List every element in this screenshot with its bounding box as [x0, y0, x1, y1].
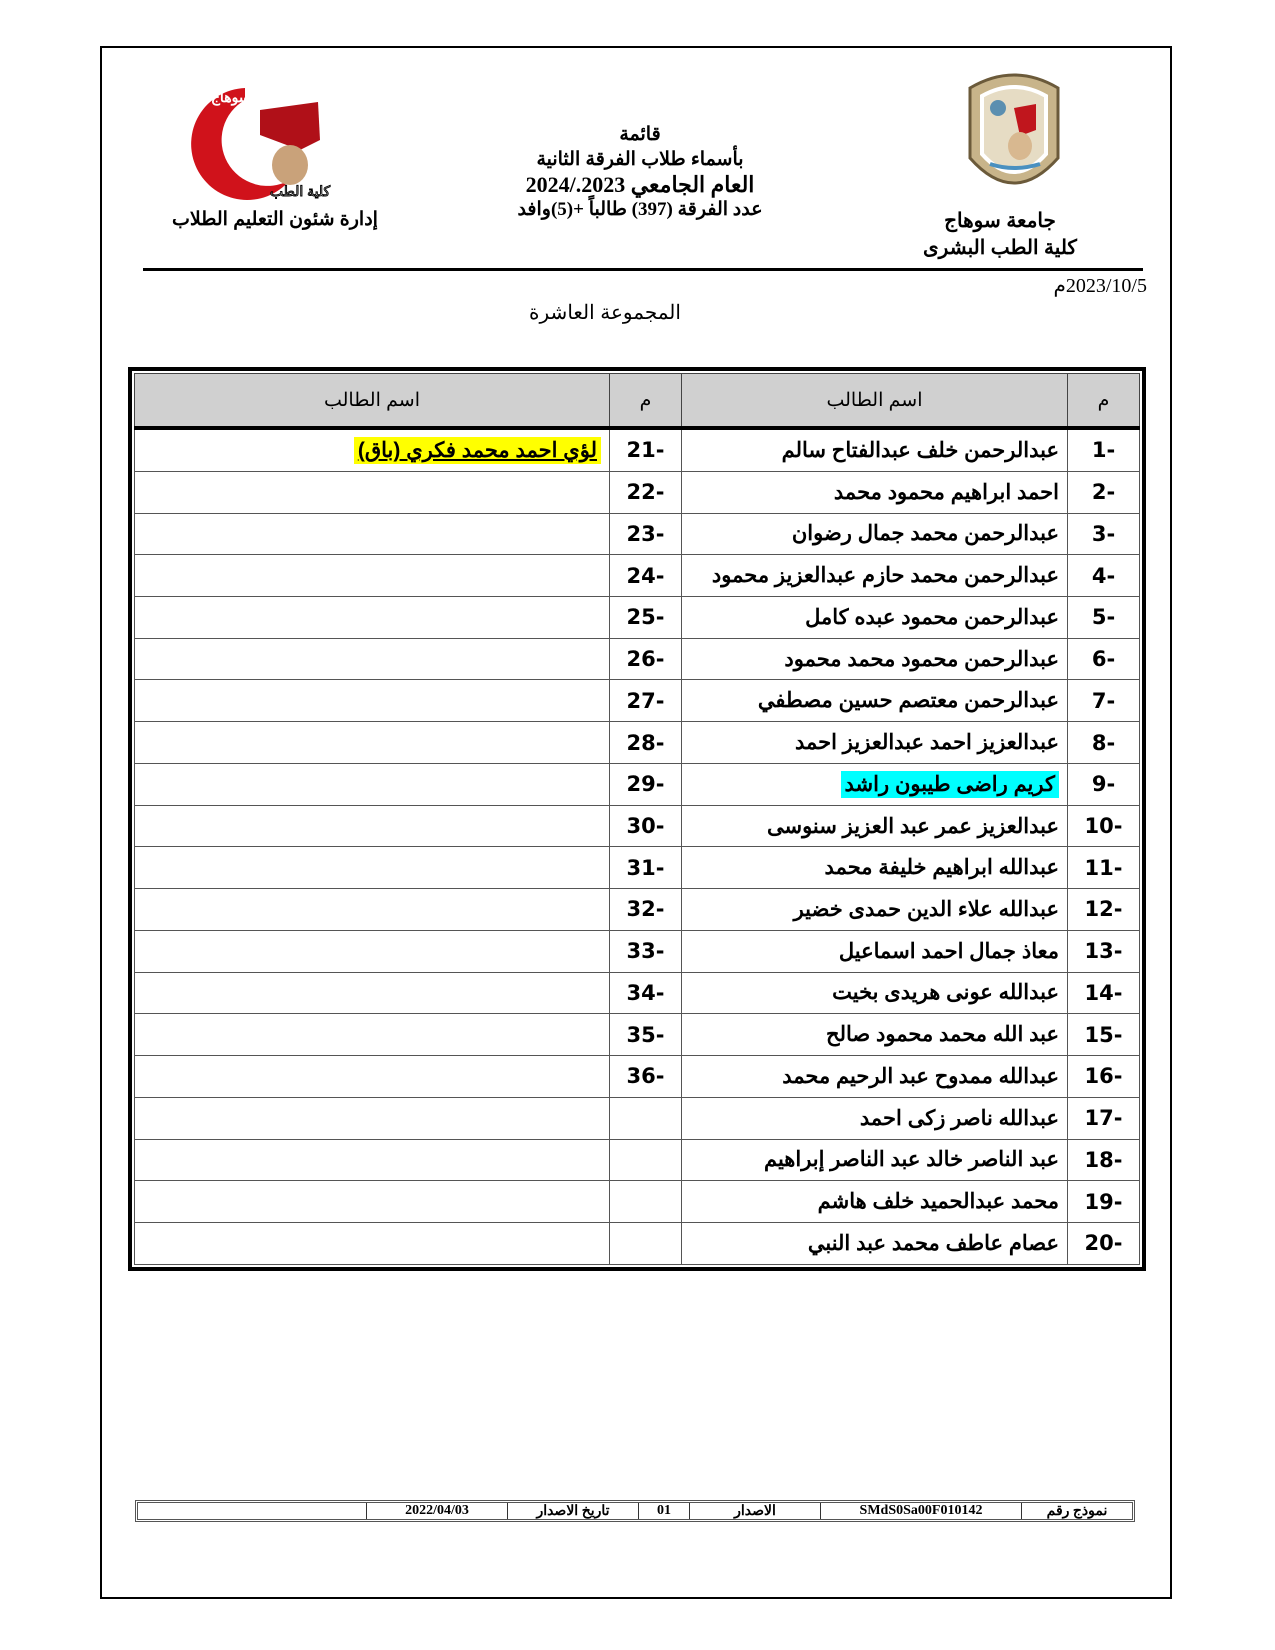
- student-name-right: عبدالله علاء الدين حمدى خضير: [793, 897, 1059, 921]
- table-row: [135, 1014, 1140, 1056]
- row-number-right: -14: [1084, 980, 1123, 1005]
- row-number-right: -18: [1084, 1147, 1123, 1172]
- row-number-left-cell: [610, 1181, 682, 1223]
- table-row: [135, 1056, 1140, 1098]
- student-name-right: عبدالله ابراهيم خليفة محمد: [824, 856, 1059, 880]
- row-number-right-cell: [1068, 847, 1140, 889]
- table-row: [135, 1222, 1140, 1264]
- row-number-left: -34: [626, 980, 665, 1005]
- row-number-right: -17: [1084, 1106, 1123, 1131]
- student-name-left-cell: [135, 428, 610, 471]
- student-name-right: كريم راضى طيبون راشد: [841, 771, 1059, 798]
- student-name-left-cell: [135, 1056, 610, 1098]
- student-name-left-cell: [135, 847, 610, 889]
- row-number-right-cell: [1068, 471, 1140, 513]
- row-number-left: -24: [626, 563, 665, 588]
- logo-text-bottom: كلية الطب: [269, 183, 331, 199]
- student-name-left-cell: [135, 555, 610, 597]
- student-name-right-cell: [682, 1056, 1068, 1098]
- student-name-left-cell: [135, 805, 610, 847]
- student-name-right-cell: [682, 471, 1068, 513]
- table-row: [135, 847, 1140, 889]
- student-name-left: لؤي احمد محمد فكري (باق): [354, 437, 601, 464]
- row-number-right-cell: [1068, 930, 1140, 972]
- row-number-right: -10: [1084, 814, 1123, 838]
- student-name-left-cell: [135, 680, 610, 722]
- issue-date-label: تاريخ الاصدار: [507, 1503, 638, 1519]
- row-number-right-cell: [1068, 680, 1140, 722]
- row-number-right: -9: [1091, 772, 1116, 797]
- edition-label: الاصدار: [689, 1503, 820, 1519]
- student-name-right-cell: [682, 805, 1068, 847]
- student-name-right-cell: [682, 763, 1068, 805]
- row-number-left-cell: [610, 1222, 682, 1264]
- row-number-right: -7: [1091, 688, 1116, 713]
- row-number-right-cell: [1068, 428, 1140, 471]
- footer-blank: [138, 1503, 366, 1519]
- row-number-left: -22: [626, 480, 665, 505]
- header-divider: [143, 268, 1143, 271]
- student-name-left-cell: [135, 1097, 610, 1139]
- edition-value: 01: [638, 1503, 689, 1519]
- row-number-right-cell: [1068, 1097, 1140, 1139]
- row-number-left-cell: [610, 638, 682, 680]
- row-number-left: -35: [626, 1022, 665, 1047]
- row-number-left: -26: [626, 647, 665, 672]
- student-name-right: عبدالرحمن محمود عبده كامل: [805, 605, 1059, 629]
- issue-date-value: 2022/04/03: [366, 1503, 507, 1519]
- row-number-right: -2: [1091, 480, 1116, 505]
- roster-table: [134, 373, 1140, 1265]
- row-number-left-cell: [610, 972, 682, 1014]
- row-number-left-cell: [610, 763, 682, 805]
- row-number-left-cell: [610, 847, 682, 889]
- row-number-left-cell: [610, 722, 682, 764]
- row-number-left-cell: [610, 1097, 682, 1139]
- row-number-left: -30: [626, 814, 665, 838]
- student-name-right-cell: [682, 513, 1068, 555]
- student-name-right: معاذ جمال احمد اسماعيل: [838, 939, 1059, 963]
- row-number-right: -13: [1084, 939, 1123, 964]
- row-number-left-cell: [610, 930, 682, 972]
- student-name-right: احمد ابراهيم محمود محمد: [833, 480, 1059, 504]
- student-name-right-cell: [682, 1139, 1068, 1181]
- logo-text-top: جامعة سوهاج: [210, 89, 290, 105]
- table-row: [135, 638, 1140, 680]
- student-name-right: عبدالرحمن محمود محمد محمود: [784, 647, 1059, 671]
- row-number-right-cell: [1068, 638, 1140, 680]
- student-name-right-cell: [682, 1097, 1068, 1139]
- student-name-right-cell: [682, 1181, 1068, 1223]
- roster-table-wrapper: [128, 367, 1146, 1271]
- row-number-right: -8: [1091, 730, 1116, 755]
- student-name-left-cell: [135, 889, 610, 931]
- row-number-right-cell: [1068, 805, 1140, 847]
- university-crest: [960, 68, 1068, 200]
- table-row: [135, 1181, 1140, 1223]
- row-number-left-cell: [610, 1139, 682, 1181]
- table-row: [135, 722, 1140, 764]
- table-row: [135, 428, 1140, 471]
- student-name-right: عبدالرحمن خلف عبدالفتاح سالم: [781, 438, 1059, 462]
- faculty-name: كلية الطب البشرى: [923, 237, 1077, 259]
- row-number-right-cell: [1068, 555, 1140, 597]
- row-number-left: -29: [626, 772, 665, 797]
- heading-title: قائمة: [619, 124, 661, 145]
- form-footer: [135, 1500, 1135, 1522]
- student-name-right-cell: [682, 1222, 1068, 1264]
- student-name-left-cell: [135, 471, 610, 513]
- row-number-right: -5: [1091, 605, 1116, 630]
- table-row: [135, 555, 1140, 597]
- row-number-left-cell: [610, 889, 682, 931]
- row-number-right: -19: [1084, 1189, 1123, 1214]
- row-number-right: -15: [1084, 1022, 1123, 1047]
- row-number-left: -32: [626, 897, 665, 922]
- student-name-left-cell: [135, 1014, 610, 1056]
- col-header-name-right: اسم الطالب: [682, 374, 1068, 429]
- document-date: 2023/10/5م: [1053, 275, 1147, 297]
- student-name-right-cell: [682, 428, 1068, 471]
- admin-label: إدارة شئون التعليم الطلاب: [172, 209, 378, 230]
- table-row: [135, 596, 1140, 638]
- student-name-right: عبدالله ناصر زكى احمد: [859, 1106, 1059, 1130]
- crest-face: [1008, 132, 1032, 160]
- table-row: [135, 805, 1140, 847]
- row-number-right-cell: [1068, 1222, 1140, 1264]
- student-name-right-cell: [682, 722, 1068, 764]
- row-number-left: -23: [626, 521, 665, 546]
- student-name-right-cell: [682, 889, 1068, 931]
- row-number-right: -4: [1091, 563, 1116, 588]
- student-name-right: عبدالعزيز احمد عبدالعزيز احمد: [794, 731, 1059, 755]
- student-name-right: عبدالله عونى هريدى بخيت: [832, 981, 1059, 1005]
- table-row: [135, 1139, 1140, 1181]
- table-row: [135, 471, 1140, 513]
- student-name-right-cell: [682, 680, 1068, 722]
- row-number-right-cell: [1068, 722, 1140, 764]
- table-row: [135, 680, 1140, 722]
- group-title: المجموعة العاشرة: [529, 302, 681, 324]
- row-number-left-cell: [610, 596, 682, 638]
- row-number-right: -12: [1084, 897, 1123, 922]
- student-name-left-cell: [135, 596, 610, 638]
- table-row: [135, 972, 1140, 1014]
- row-number-left: -36: [626, 1064, 665, 1089]
- row-number-right-cell: [1068, 1056, 1140, 1098]
- row-number-right: -11: [1084, 855, 1123, 880]
- student-name-left-cell: [135, 638, 610, 680]
- row-number-left-cell: [610, 428, 682, 471]
- student-name-left-cell: [135, 972, 610, 1014]
- student-name-right-cell: [682, 847, 1068, 889]
- university-block: [915, 208, 1085, 262]
- row-number-right: -20: [1084, 1231, 1123, 1256]
- row-number-left-cell: [610, 1056, 682, 1098]
- student-name-right-cell: [682, 1014, 1068, 1056]
- academic-year: العام الجامعي 2023./2024: [525, 172, 755, 197]
- university-name: جامعة سوهاج: [944, 210, 1056, 232]
- crest-inner: [982, 87, 1046, 172]
- row-number-right: -6: [1091, 647, 1116, 672]
- student-name-right-cell: [682, 972, 1068, 1014]
- class-count: عدد الفرقة (397) طالباً +(5)وافد: [517, 199, 763, 220]
- row-number-left-cell: [610, 1014, 682, 1056]
- table-row: [135, 889, 1140, 931]
- crown-shape: [260, 102, 320, 150]
- col-header-name-left: اسم الطالب: [135, 374, 610, 429]
- row-number-right-cell: [1068, 1014, 1140, 1056]
- row-number-right-cell: [1068, 972, 1140, 1014]
- row-number-right-cell: [1068, 1181, 1140, 1223]
- student-name-right-cell: [682, 596, 1068, 638]
- heading-subtitle: بأسماء طلاب الفرقة الثانية: [536, 149, 744, 170]
- row-number-left: -21: [626, 438, 665, 463]
- pharaoh-face: [272, 145, 308, 185]
- student-name-right: عبدالرحمن محمد حازم عبدالعزيز محمود: [711, 564, 1059, 588]
- row-number-right-cell: [1068, 513, 1140, 555]
- student-name-right: عصام عاطف محمد عبد النبي: [807, 1231, 1059, 1255]
- form-number: SMdS0Sa00F010142: [820, 1503, 1021, 1519]
- row-number-left: -31: [626, 855, 665, 880]
- student-name-right: عبد الله محمد محمود صالح: [826, 1023, 1059, 1047]
- student-name-left-cell: [135, 1139, 610, 1181]
- row-number-right-cell: [1068, 763, 1140, 805]
- student-name-right: عبد الناصر خالد عبد الناصر إبراهيم: [763, 1148, 1059, 1172]
- table-row: [135, 1097, 1140, 1139]
- row-number-left: -27: [626, 688, 665, 713]
- student-name-right: عبدالرحمن محمد جمال رضوان: [791, 522, 1059, 546]
- row-number-right: -1: [1091, 438, 1116, 463]
- row-number-left-cell: [610, 805, 682, 847]
- row-number-right-cell: [1068, 1139, 1140, 1181]
- student-name-left-cell: [135, 1181, 610, 1223]
- table-header-row: [135, 374, 1140, 429]
- row-number-left: -28: [626, 730, 665, 755]
- table-row: [135, 513, 1140, 555]
- row-number-right: -3: [1091, 521, 1116, 546]
- table-row: [135, 930, 1140, 972]
- student-name-right-cell: [682, 555, 1068, 597]
- student-name-left-cell: [135, 930, 610, 972]
- student-name-left-cell: [135, 722, 610, 764]
- row-number-left: -33: [626, 939, 665, 964]
- student-name-right: عبدالله ممدوح عبد الرحيم محمد: [782, 1064, 1059, 1088]
- student-name-right-cell: [682, 930, 1068, 972]
- row-number-left-cell: [610, 555, 682, 597]
- roster-body: [135, 428, 1140, 1265]
- student-name-left-cell: [135, 763, 610, 805]
- student-name-right: عبدالرحمن معتصم حسين مصطفي: [757, 689, 1059, 713]
- table-row: [135, 763, 1140, 805]
- row-number-right-cell: [1068, 889, 1140, 931]
- row-number-right-cell: [1068, 596, 1140, 638]
- row-number-left: -25: [626, 605, 665, 630]
- student-name-left-cell: [135, 513, 610, 555]
- row-number-left-cell: [610, 680, 682, 722]
- col-header-num-right: م: [1068, 374, 1140, 429]
- row-number-right: -16: [1084, 1064, 1123, 1089]
- student-name-left-cell: [135, 1222, 610, 1264]
- student-name-right-cell: [682, 638, 1068, 680]
- row-number-left-cell: [610, 471, 682, 513]
- form-number-label: نموذج رقم: [1021, 1503, 1132, 1519]
- crest-emblem: [990, 100, 1006, 116]
- faculty-logo: [150, 80, 340, 200]
- student-name-right: عبدالعزيز عمر عبد العزيز سنوسى: [766, 814, 1059, 838]
- document-heading: [480, 122, 800, 222]
- row-number-left-cell: [610, 513, 682, 555]
- student-name-right: محمد عبدالحميد خلف هاشم: [817, 1190, 1059, 1214]
- col-header-num-left: م: [610, 374, 682, 429]
